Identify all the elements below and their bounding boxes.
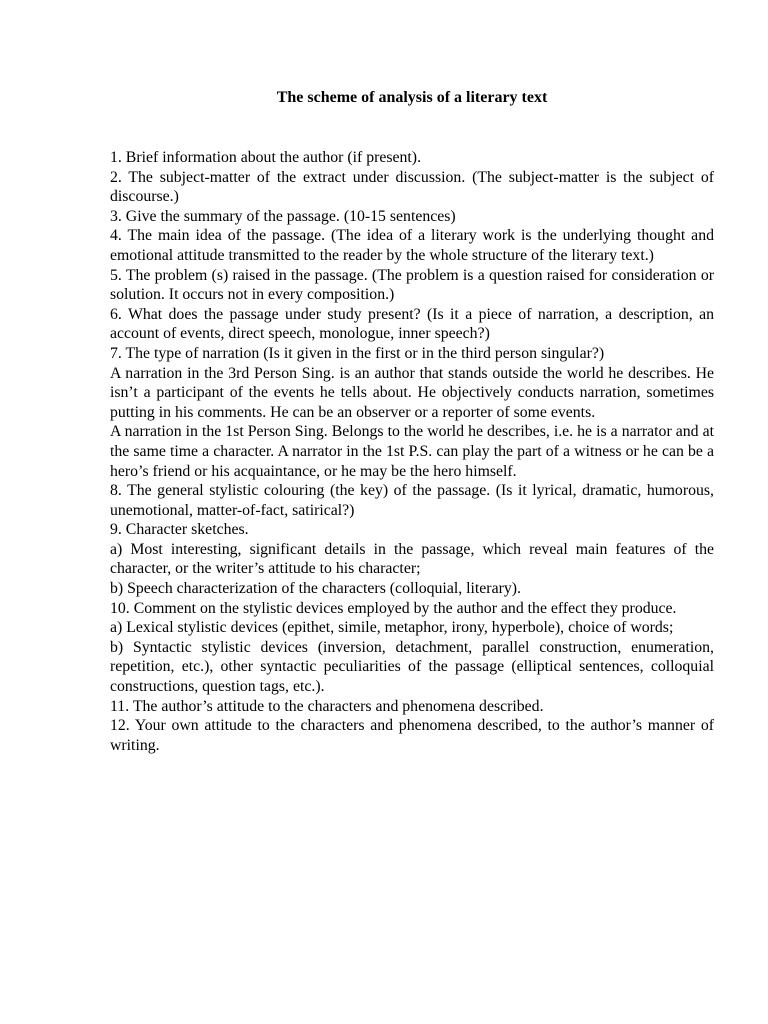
item-9a-details: a) Most interesting, significant details in the passage, which reveal main features of the character, or the writer’s attitude to his character; (110, 540, 714, 578)
item-9-character-sketches: 9. Character sketches. (110, 521, 249, 539)
item-11-author-attitude: 11. The author’s attitude to the characters and phenomena described. (110, 697, 544, 715)
item-12-own-attitude: 12. Your own attitude to the characters and phenomena described, to the author’s manner of writing. (110, 717, 714, 754)
item-10b-syntactic-devices: b) Syntactic stylistic devices (inversion, detachment, parallel construction, enumeration, repetition, etc.), other syntactic peculiarities of the passage (elliptical sentences, colloquial constructions, question tags, etc.). (110, 638, 714, 696)
item-4-main-idea: 4. The main idea of the passage. (The idea of a literary work is the underlying thought and emotional attitude transmitted to the reader by the whole structure of the literary text.) (110, 227, 714, 264)
item-1-author-info: 1. Brief information about the author (if present). (110, 149, 422, 166)
document-body (110, 148, 714, 755)
item-8-stylistic-colouring: 8. The general stylistic colouring (the key) of the passage. (Is it lyrical, dramatic, humorous, unemotional, matter-of-fact, satirical?) (110, 482, 714, 519)
item-5-problem: 5. The problem (s) raised in the passage. (The problem is a question raised for consideration or solution. It occurs not in every composition.) (110, 266, 714, 304)
item-7-narration-type: 7. The type of narration (Is it given in the first or in the third person singular?) (110, 344, 605, 362)
third-person-narration-paragraph: A narration in the 3rd Person Sing. is an author that stands outside the world he describes. He isn’t a participant of the events he tells about. He objectively conducts narration, sometimes putting in his comments. He can be an observer or a reporter of some events. (110, 364, 714, 421)
item-9b-speech-characterization: b) Speech characterization of the characters (colloquial, literary). (110, 580, 521, 598)
first-person-narration-paragraph: A narration in the 1st Person Sing. Belongs to the world he describes, i.e. he is a narrator and at the same time a character. A narrator in the 1st P.S. can play the part of a witness or he can be a hero’s friend or his acquaintance, or he may be the hero himself. (110, 423, 714, 480)
item-10a-lexical-devices: a) Lexical stylistic devices (epithet, simile, metaphor, irony, hyperbole), choice of words; (110, 619, 674, 637)
document-title: The scheme of analysis of a literary text (276, 89, 548, 106)
item-3-summary: 3. Give the summary of the passage. (10-15 sentences) (110, 207, 456, 225)
item-2-subject-matter: 2. The subject-matter of the extract under discussion. (The subject-matter is the subject of discourse.) (110, 168, 714, 206)
item-6-passage-type: 6. What does the passage under study present? (Is it a piece of narration, a description, an account of events, direct speech, monologue, inner speech?) (110, 305, 714, 343)
item-10-stylistic-devices: 10. Comment on the stylistic devices employed by the author and the effect they produce. (110, 599, 677, 617)
